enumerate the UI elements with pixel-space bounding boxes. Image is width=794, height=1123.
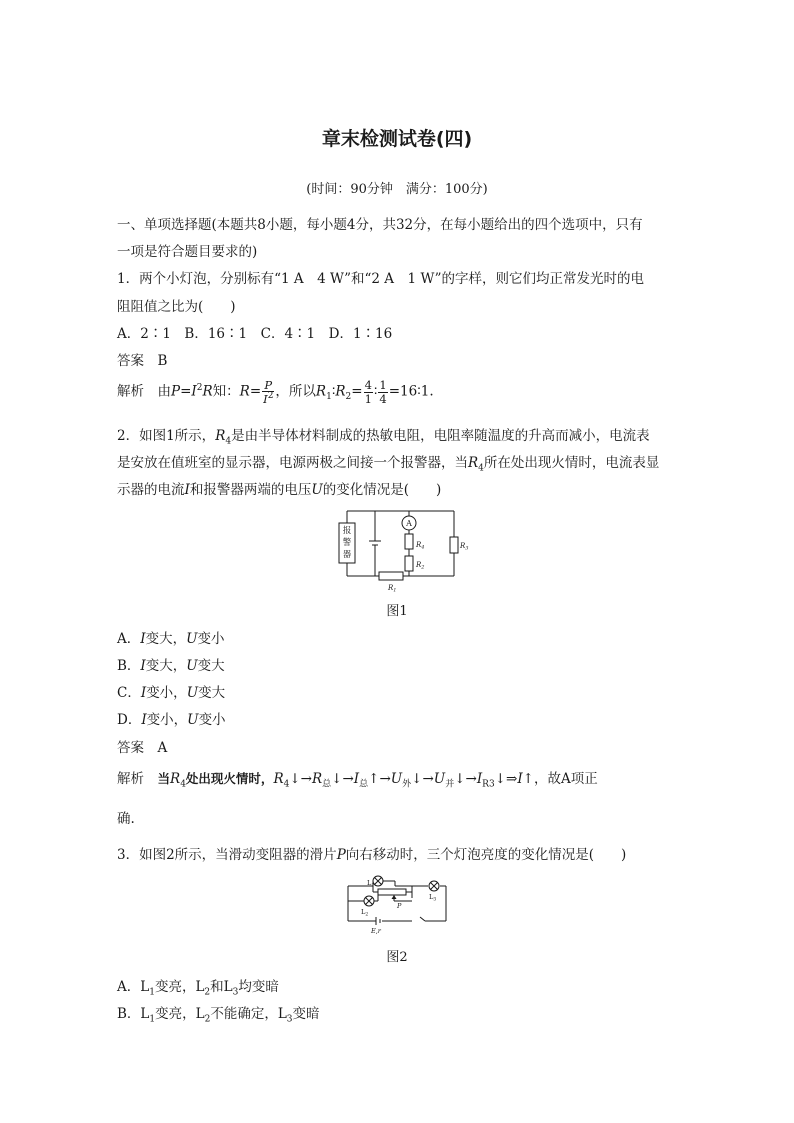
fig2-l1-label: $L_1$ <box>367 879 375 889</box>
option-letter: A． <box>117 979 141 995</box>
answer-value: B <box>157 353 168 369</box>
q1-stem-line2: 阻阻值之比为( ) <box>117 299 236 315</box>
q2-text: 的变化情况是( ) <box>322 482 442 498</box>
q3-option-b <box>117 1002 320 1025</box>
q3-var: P <box>336 847 346 863</box>
option-letter: B． <box>117 658 141 674</box>
analysis-text: 当 <box>157 771 171 786</box>
figure-1-circuit <box>330 505 470 595</box>
option-var: U <box>187 712 199 728</box>
figure-1-caption: 图1 <box>386 604 408 619</box>
q2-text: 所在处出现火情时，电流表显 <box>483 455 660 471</box>
q1-answer <box>117 349 167 369</box>
answer-value: A <box>157 740 168 756</box>
fig1-r1-label: $R_1$ <box>388 584 397 594</box>
analysis-text-d: 16∶1. <box>400 383 434 400</box>
option-var: U <box>186 658 198 674</box>
figure-2-caption: 图2 <box>386 950 408 965</box>
option-text: 变小 <box>197 631 225 647</box>
q2-option-b <box>117 654 225 674</box>
answer-label: 答案 <box>117 740 144 756</box>
q2-analysis-line2: 确. <box>117 811 135 827</box>
option-letter: A． <box>117 631 141 647</box>
q2-text: 是由半导体材料制成的热敏电阻，电阻率随温度的升高而减小，电流表 <box>231 428 650 444</box>
option-text: 变亮，L <box>154 979 205 995</box>
q3-stem-line1 <box>117 843 626 863</box>
analysis-text-b: 知： <box>212 383 240 400</box>
option-letter: C． <box>117 685 141 701</box>
option-letter: B． <box>117 1006 141 1022</box>
analysis-text-a: 由 <box>157 383 171 400</box>
q2-text: 和报警器两端的电压 <box>189 482 312 498</box>
option-sub: 2 <box>204 1014 211 1025</box>
option-text: L <box>140 1006 150 1022</box>
option-text: 变暗 <box>292 1006 320 1022</box>
option-text: 均变暗 <box>238 979 279 995</box>
option-var: U <box>186 685 199 701</box>
option-text: 变大 <box>198 685 226 701</box>
q2-stem-line3: 示器的电流I和报警器两端的电压U的变化情况是( ) <box>117 482 442 498</box>
option-text: 和L <box>210 979 233 995</box>
fig1-r4-label: $R_4$ <box>416 541 425 551</box>
analysis-text: ，故A项正 <box>533 771 598 787</box>
q2-analysis: 解析 当$R_4$处出现火情时，$R_4↓\to R_总↓\to I_总↑\to U_外↓\to U_并↓\to I_{R3}↓\Rightarrow I↑$，故A项正 <box>117 771 598 790</box>
option-var: I <box>140 685 147 701</box>
exam-info: (时间：90分钟 满分：100分) <box>306 182 488 197</box>
answer-label: 答案 <box>117 353 144 369</box>
q2-text: 示器的电流 <box>117 482 185 498</box>
fig1-alarm-char: 报 <box>342 526 352 536</box>
option-text: 不能确定，L <box>210 1006 287 1022</box>
option-text: 变大， <box>145 631 187 647</box>
q2-stem-line2: 是安放在值班室的显示器，电源两极之间接一个报警器，当$R_4$所在处出现火情时，电流表显 <box>117 455 660 474</box>
option-text: 变小 <box>198 712 226 728</box>
section-heading-line1: 一、单项选择题(本题共8小题，每小题4分，共32分，在每小题给出的四个选项中，只有 <box>117 217 643 233</box>
fig2-l2-label: $L_2$ <box>361 908 369 918</box>
option-var: I <box>140 658 146 674</box>
q2-option-c <box>117 681 225 701</box>
analysis-label: 解析 <box>117 383 144 400</box>
analysis-text: 处出现火情时， <box>185 771 274 786</box>
fig2-p-label: P <box>397 902 402 910</box>
q1-analysis: 解析 由$P=I^2R$知：R= $\frac{P}{I^2}$ ，所以$R_1∶R_2=$ $\frac{4}{1}$ ∶ $\frac{1}{4}$ =16∶1. <box>117 378 434 406</box>
q2-option-d <box>117 708 226 728</box>
figure-2-circuit <box>340 872 452 938</box>
page-title: 章末检测试卷(四) <box>321 128 473 150</box>
q2-stem-line1: 2．如图1所示，$R_4$是由半导体材料制成的热敏电阻，电阻率随温度的升高而减小，电流表 <box>117 428 650 447</box>
q1-stem-line1: 1．两个小灯泡，分别标有“1 A 4 W”和“2 A 1 W”的字样，则它们均正常发光时的电 <box>117 271 644 287</box>
option-text: L <box>140 979 150 995</box>
option-sub: 3 <box>286 1014 293 1025</box>
option-text: 变亮，L <box>155 1006 205 1022</box>
q3-option-a <box>117 975 279 998</box>
option-sub: 2 <box>204 987 211 998</box>
q3-text: 3．如图2所示，当滑动变阻器的滑片 <box>117 847 337 863</box>
analysis-label: 解析 <box>117 771 144 787</box>
section-heading-line2: 一项是符合题目要求的) <box>117 244 258 260</box>
option-text: 变大 <box>197 658 225 674</box>
q1-options: A．2∶1 B．16∶1 C．4∶1 D．1∶16 <box>117 326 393 342</box>
option-text: 变大， <box>145 658 187 674</box>
option-letter: D． <box>117 712 142 728</box>
fig2-l3-label: $L_3$ <box>429 893 437 903</box>
slider-arrow <box>392 895 397 899</box>
fig1-r2-label: $R_2$ <box>416 561 425 571</box>
analysis-text-c: ，所以 <box>275 383 316 400</box>
option-var: I <box>141 712 147 728</box>
option-text: 变小， <box>146 685 187 701</box>
option-var: I <box>140 631 146 647</box>
q3-text: 向右移动时，三个灯泡亮度的变化情况是( ) <box>345 847 627 863</box>
q2-answer <box>117 736 167 756</box>
option-sub: 1 <box>149 1014 156 1025</box>
fig1-ammeter-label: A <box>406 519 412 528</box>
q2-option-a <box>117 627 224 647</box>
fig2-source-label: E,r <box>371 927 381 935</box>
fig1-alarm-char: 器 <box>342 550 352 560</box>
fig1-r3-label: $R_3$ <box>460 542 469 552</box>
option-text: 变小， <box>146 712 188 728</box>
q2-text: 是安放在值班室的显示器，电源两极之间接一个报警器，当 <box>117 455 468 471</box>
option-sub: 3 <box>232 987 239 998</box>
q2-text: 2．如图1所示， <box>117 428 216 444</box>
option-var: U <box>186 631 198 647</box>
fig1-alarm-char: 警 <box>342 538 352 548</box>
option-sub: 1 <box>149 987 155 998</box>
